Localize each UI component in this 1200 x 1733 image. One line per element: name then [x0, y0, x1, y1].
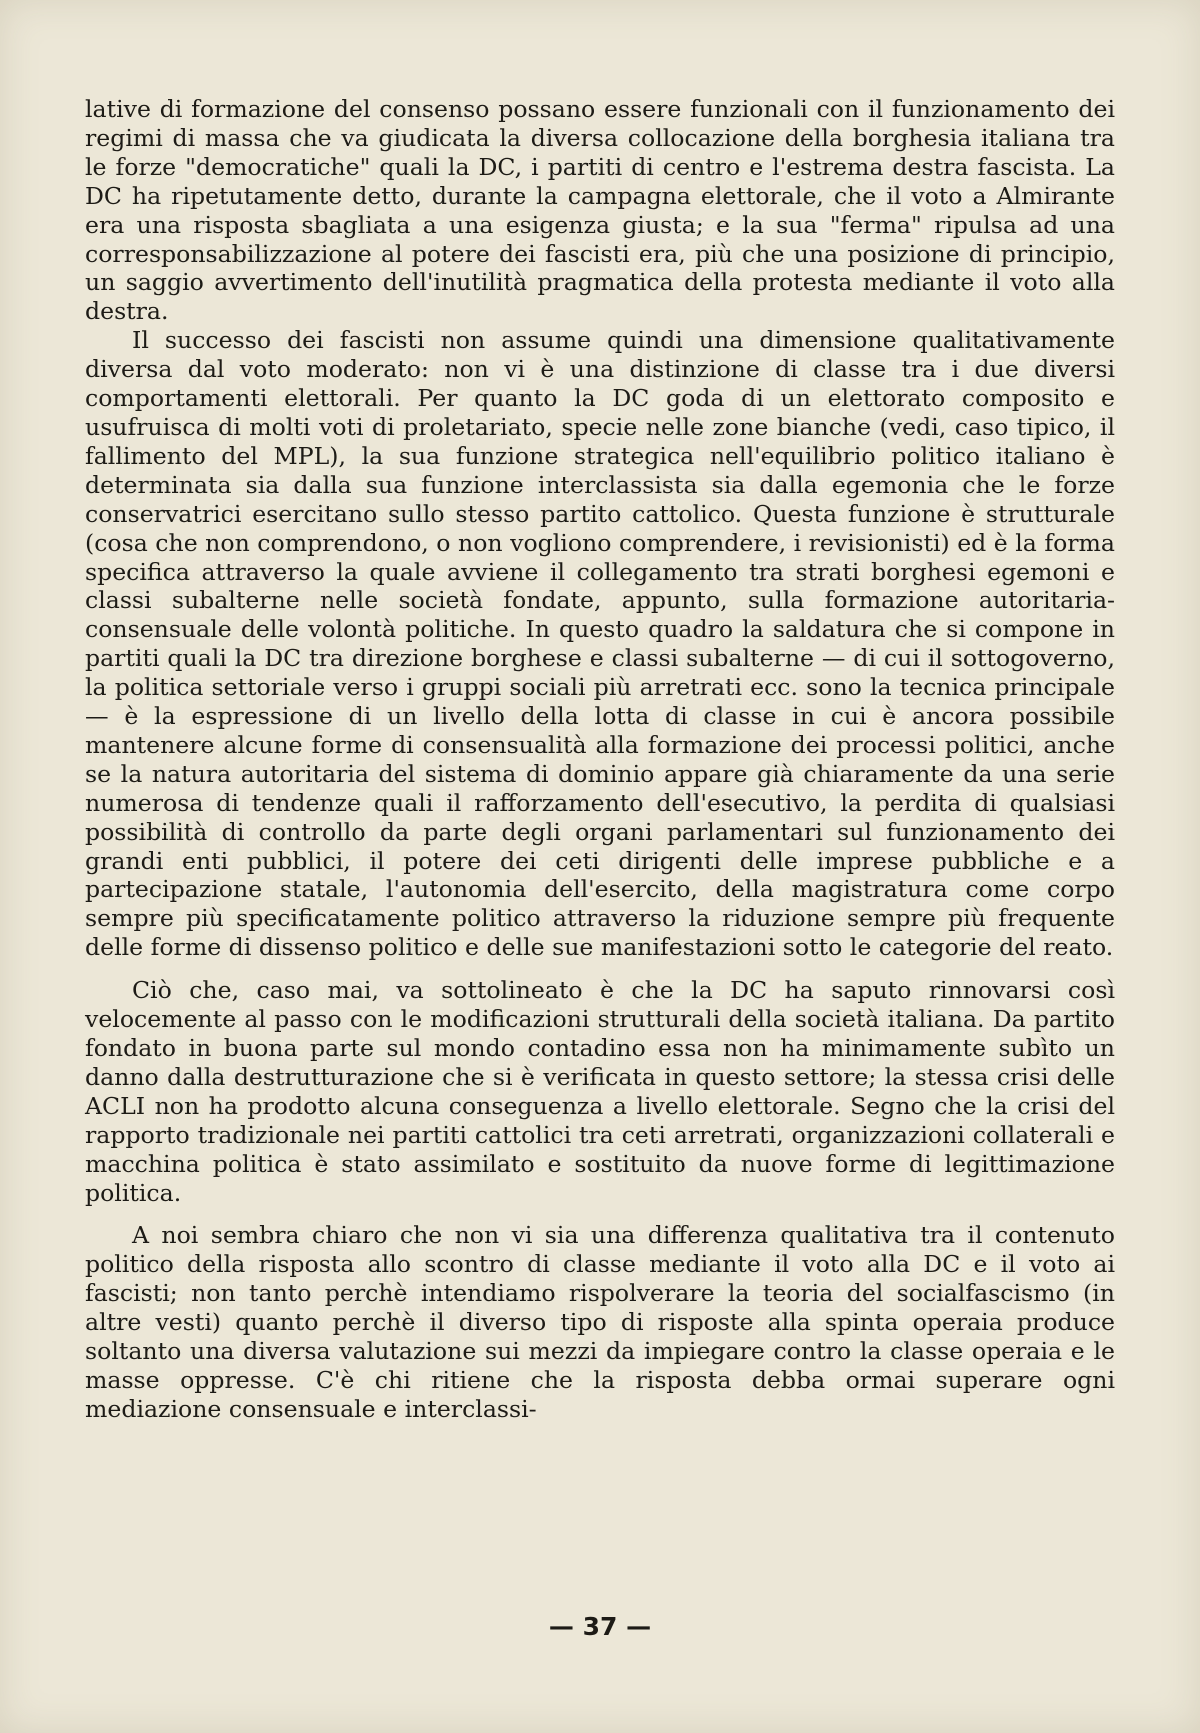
paragraph-2: Il successo dei fascisti non assume quindi una dimensione qualitativamente diversa dal voto moderato: non vi è una distinzione di classe tra i due diversi comportamenti elettorali. Per quanto la DC goda di un elettorato composito e usufruisca di molti voti di proletariato, specie nelle zone bianche (vedi, caso tipico, il fallimento del MPL), la sua funzione strategica nell'equilibrio politico italiano è determinata sia dalla sua funzione interclassista sia dalla egemonia che le forze conservatrici esercitano sullo stesso partito cattolico. Questa funzione è strutturale (cosa che non comprendono, o non vogliono comprendere, i revisionisti) ed è la forma specifica attraverso la quale avviene il collegamento tra strati borghesi egemoni e classi subalterne nelle società fondate, appunto, sulla formazione autoritaria-consensuale delle volontà politiche. In questo quadro la saldatura che si compone in partiti quali la DC tra direzione borghese e classi subalterne — di cui il sottogoverno, la politica settoriale verso i gruppi sociali più arretrati ecc. sono la tecnica principale — è la espressione di un livello della lotta di classe in cui è ancora possibile mantenere alcune forme di consensualità alla formazione dei processi politici, anche se la natura autoritaria del sistema di dominio appare già chiaramente da una serie numerosa di tendenze quali il rafforzamento dell'esecutivo, la perdita di qualsiasi possibilità di controllo da parte degli organi parlamentari sul funzionamento dei grandi enti pubblici, il potere dei ceti dirigenti delle imprese pubbliche e a partecipazione statale, l'autonomia dell'esercito, della magistratura come corpo sempre più specificatamente politico attraverso la riduzione sempre più frequente delle forme di dissenso politico e delle sue manifestazioni sotto le categorie del reato. [85, 326, 1115, 962]
paragraph-3: Ciò che, caso mai, va sottolineato è che la DC ha saputo rinnovarsi così velocemente al passo con le modificazioni strutturali della società italiana. Da partito fondato in buona parte sul mondo contadino essa non ha minimamente subìto un danno dalla destrutturazione che si è verificata in questo settore; la stessa crisi delle ACLI non ha prodotto alcuna conseguenza a livello elettorale. Segno che la crisi del rapporto tradizionale nei partiti cattolici tra ceti arretrati, organizzazioni collaterali e macchina politica è stato assimilato e sostituito da nuove forme di legittimazione politica. [85, 976, 1115, 1207]
paragraph-1: lative di formazione del consenso possano essere funzionali con il funzionamento dei regimi di massa che va giudicata la diversa collocazione della borghesia italiana tra le forze "democratiche" quali la DC, i partiti di centro e l'estrema destra fascista. La DC ha ripetutamente detto, durante la campagna elettorale, che il voto a Almirante era una risposta sbagliata a una esigenza giusta; e la sua "ferma" ripulsa ad una corresponsabilizzazione al potere dei fascisti era, più che una posizione di principio, un saggio avvertimento dell'inutilità pragmatica della protesta mediante il voto alla destra. [85, 95, 1115, 326]
paragraph-4: A noi sembra chiaro che non vi sia una differenza qualitativa tra il contenuto politico della risposta allo scontro di classe mediante il voto alla DC e il voto ai fascisti; non tanto perchè intendiamo rispolverare la teoria del socialfascismo (in altre vesti) quanto perchè il diverso tipo di risposte alla spinta operaia produce soltanto una diversa valutazione sui mezzi da impiegare contro la classe operaia e le masse oppresse. C'è chi ritiene che la risposta debba ormai superare ogni mediazione consensuale e interclassi- [85, 1221, 1115, 1423]
body-text [85, 95, 1115, 1424]
page-number: — 37 — [548, 1612, 652, 1641]
